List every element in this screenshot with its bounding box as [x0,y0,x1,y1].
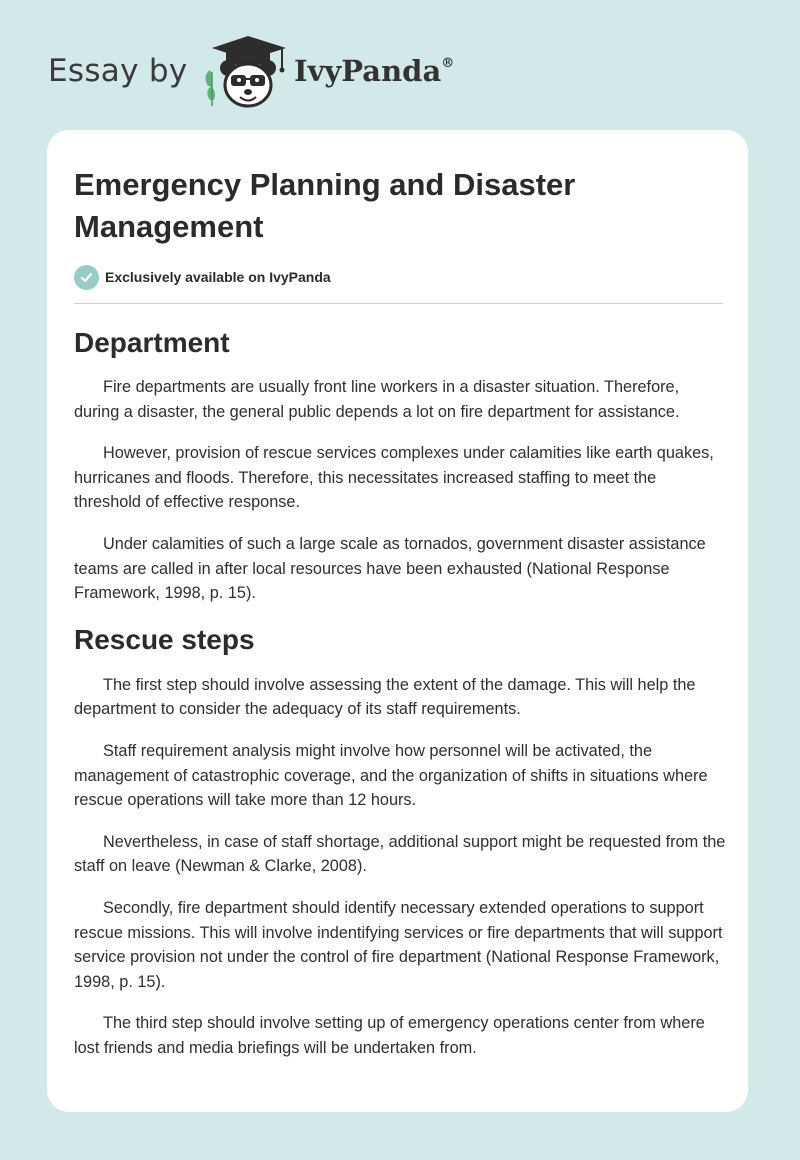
paragraph: Secondly, fire department should identify necessary extended operations to support rescue missions. This will involve indentifying services or fire departments that will support service provision not under the control of fire department (National Response Framework, 1998, p. 15). [74,898,723,991]
paragraph: Staff requirement analysis might involve how personnel will be activated, the management of catastrophic coverage, and the organization of shifts in situations where rescue operations will take more than 12 hours. [74,741,708,810]
site-header [48,36,468,116]
section-heading: Rescue steps [74,623,255,655]
article-title: Emergency Planning and Disaster Management [74,167,576,244]
ivypanda-logo-icon[interactable] [202,36,294,110]
section-heading: Department [74,327,230,358]
paragraph: The first step should involve assessing the extent of the damage. This will help the department to consider the adequacy of its staff requirements. [74,675,696,719]
paragraph: However, provision of rescue services complexes under calamities like earth quakes, hurricanes and floods. Therefore, this necessitates increased staffing to meet the threshold of effective response. [74,444,714,512]
registered-mark: ® [441,56,455,71]
article-card [47,130,748,1112]
section-rescue-steps [74,620,726,1061]
brand-name[interactable]: IvyPanda® [294,54,455,88]
article-body [74,323,726,1060]
paragraph: Fire departments are usually front line workers in a disaster situation. Therefore, during a disaster, the general public depends a lot on fire department for assistance. [74,378,680,421]
paragraph: Under calamities of such a large scale as tornados, government disaster assistance teams are called in after local resources have been exhausted (National Response Framework, 1998, p. 15). [74,534,706,603]
exclusive-badge [74,264,331,290]
divider [74,303,723,304]
paragraph: Nevertheless, in case of staff shortage, additional support might be requested from the staff on leave (Newman & Clarke, 2008). [74,832,726,876]
badge-text: Exclusively available on IvyPanda [105,269,331,285]
section-department [74,323,726,606]
paragraph: The third step should involve setting up of emergency operations center from where lost friends and media briefings will be undertaken from. [74,1014,705,1057]
brand-prefix: Essay by [48,53,188,89]
check-icon [74,265,99,290]
